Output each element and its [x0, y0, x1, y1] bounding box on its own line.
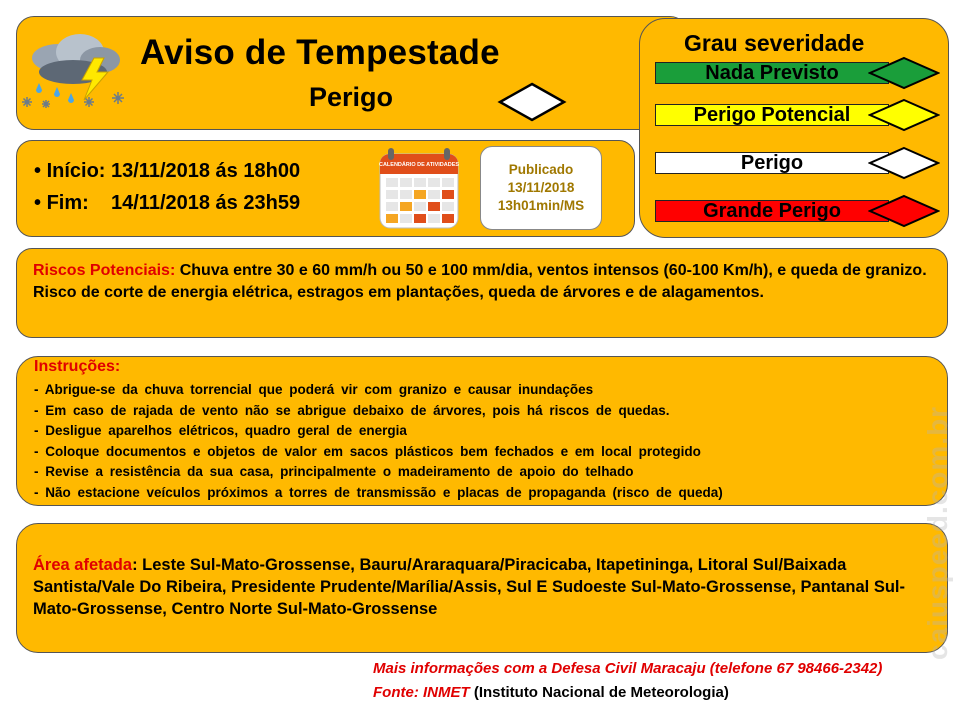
- list-item: - Revise a resistência da sua casa, principalmente o madeiramento de apoio do telhado: [34, 464, 634, 480]
- severity-title: Grau severidade: [684, 30, 865, 56]
- severity-label: Nada Previsto: [655, 62, 889, 84]
- risks-text: Riscos Potenciais: Chuva entre 30 e 60 mm/h ou 50 e 100 mm/dia, ventos intensos (60-100 Km/h), e queda de granizo. Risco de corte de energia elétrica, estragos em plantações, queda de árvores e de alagamentos.: [33, 262, 927, 301]
- published-label: Publicado: [508, 162, 574, 177]
- end-date: • Fim: 14/11/2018 ás 23h59: [34, 192, 301, 214]
- list-item: - Não estacione veículos próximos a torres de transmissão e placas de propaganda (risco de queda): [34, 484, 723, 500]
- risks-label: Riscos Potenciais:: [33, 262, 176, 279]
- severity-label: Grande Perigo: [655, 200, 889, 222]
- more-info-text: Mais informações com a Defesa Civil Maracaju (telefone 67 98466-2342): [373, 660, 883, 677]
- start-date: • Início: 13/11/2018 ás 18h00: [34, 160, 301, 182]
- instructions-title: Instruções:: [34, 358, 121, 375]
- list-item: - Em caso de rajada de vento não se abrigue debaixo de árvores, pois há riscos de quedas.: [34, 402, 670, 418]
- published-time: 13h01min/MS: [497, 198, 585, 213]
- list-item: - Abrigue-se da chuva torrencial que poderá vir com granizo e causar inundações: [34, 382, 594, 397]
- list-item: - Desligue aparelhos elétricos, quadro geral de energia: [34, 423, 407, 439]
- severity-row-great-danger: [655, 194, 940, 228]
- white-diamond-icon: [868, 146, 940, 180]
- severity-row-none: [655, 56, 940, 90]
- green-diamond-icon: [868, 56, 940, 90]
- red-diamond-icon: [868, 194, 940, 228]
- list-item: - Coloque documentos e objetos de valor em sacos plásticos bem fechados e em local protegido: [34, 443, 701, 459]
- severity-label: Perigo: [655, 152, 889, 174]
- severity-label: Perigo Potencial: [655, 104, 889, 126]
- source-text: Fonte: INMET (Instituto Nacional de Meteorologia): [373, 684, 729, 701]
- calendar-icon: [378, 146, 460, 230]
- area-text: Área afetada: Leste Sul-Mato-Grossense, Bauru/Araraquara/Piracicaba, Itapetininga, Litoral Sul/Baixada Santista/Vale Do Ribeira, Presidente Prudente/Marília/Assis, Sul E Sudoeste Sul-Mato-Grossense, Pantanal Sul-Mato-Grossense, Centro Norte Sul-Mato-Grossense: [33, 556, 906, 618]
- alert-level: Perigo: [309, 82, 394, 112]
- area-label: Área afetada: [33, 556, 133, 574]
- instructions-list: [34, 380, 934, 504]
- published-badge: [480, 146, 602, 230]
- watermark: caiuspeed.com.br: [922, 405, 953, 660]
- calendar-caption: CALENDÁRIO DE ATIVIDADES: [378, 162, 460, 168]
- published-date: 13/11/2018: [507, 180, 575, 195]
- yellow-diamond-icon: [868, 98, 940, 132]
- level-diamond-icon: [496, 80, 568, 124]
- storm-cloud-icon: [18, 28, 130, 116]
- severity-row-potential: [655, 98, 940, 132]
- severity-row-danger: [655, 146, 940, 180]
- page-title: Aviso de Tempestade: [140, 33, 500, 72]
